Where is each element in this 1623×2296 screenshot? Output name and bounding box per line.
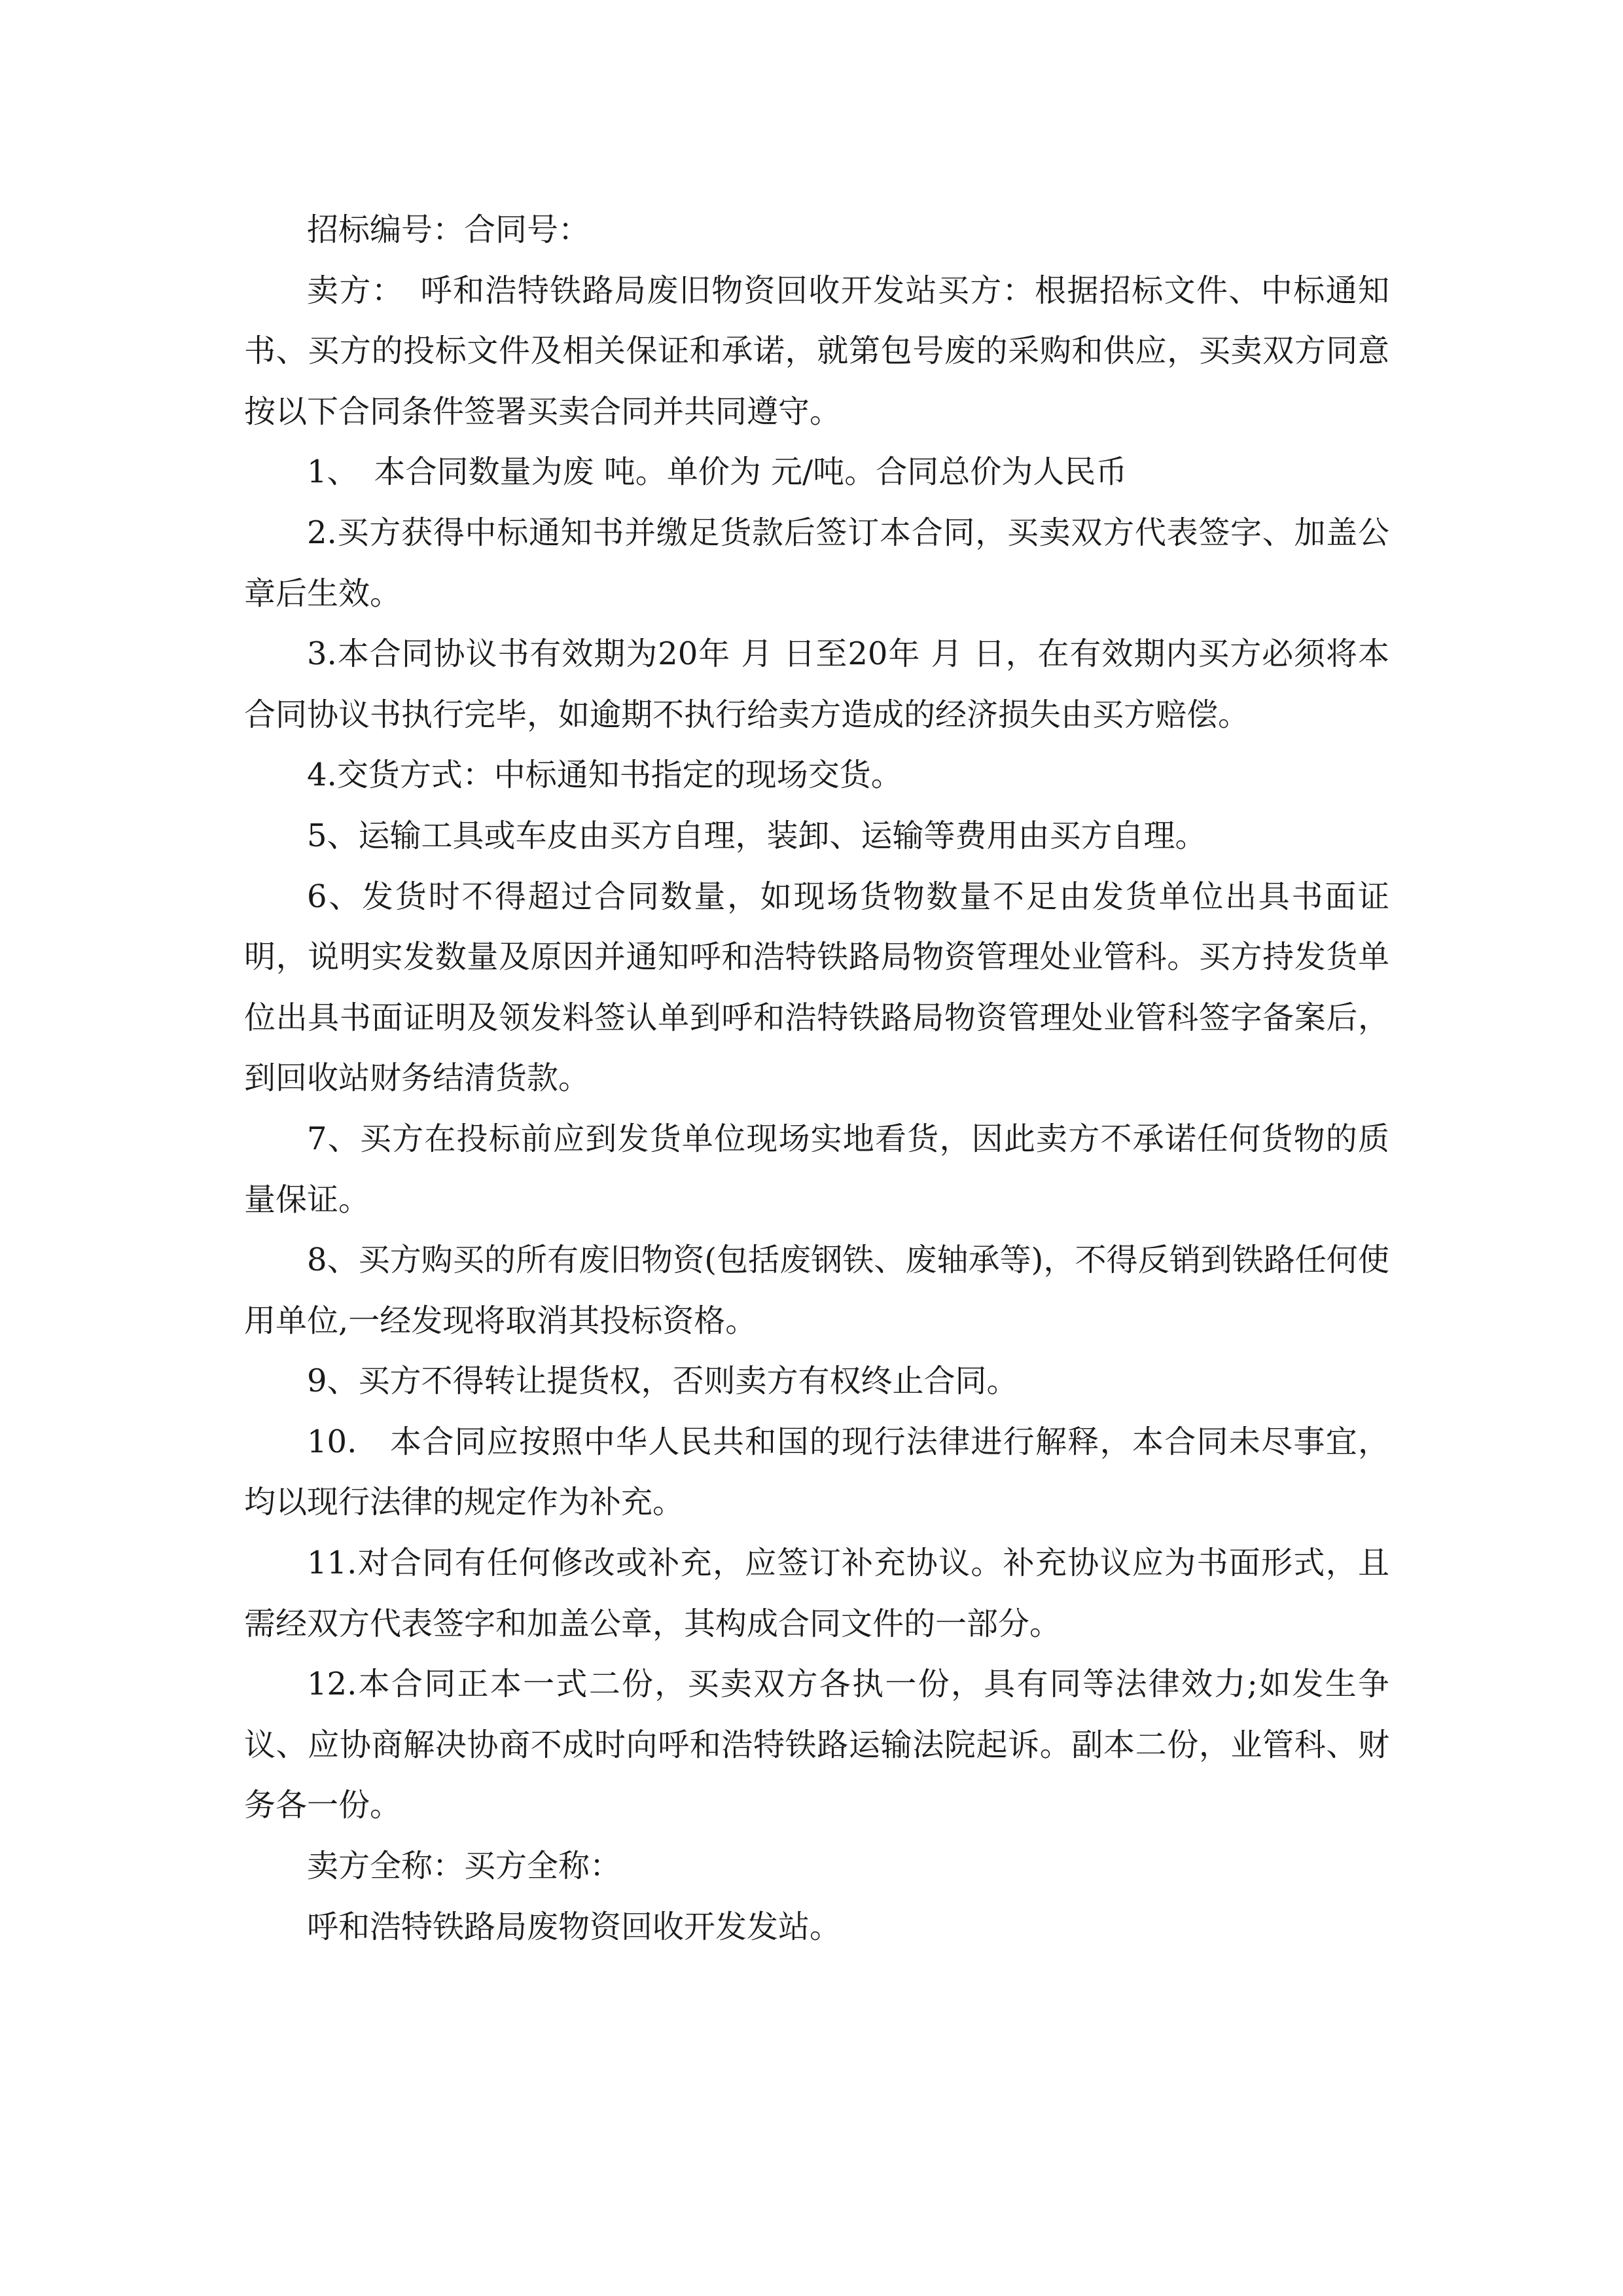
clause-6-shipment: 6、发货时不得超过合同数量，如现场货物数量不足由发货单位出具书面证明，说明实发数量及原因并通知呼和浩特铁路局物资管理处业管科。买方持发货单位出具书面证明及领发料签认单到呼和浩特铁路局物资管理处业管科签字备案后，到回收站财务结清货款。 bbox=[244, 878, 1389, 1097]
clause-7-inspection: 7、买方在投标前应到发货单位现场实地看货，因此卖方不承诺任何货物的质量保证。 bbox=[244, 1120, 1389, 1218]
signature-names-line: 卖方全称：买方全称： bbox=[307, 1848, 622, 1885]
parties-intro-paragraph: 卖方： 呼和浩特铁路局废旧物资回收开发站买方：根据招标文件、中标通知书、买方的投标文件及相关保证和承诺，就第包号废的采购和供应，买卖双方同意按以下合同条件签署买卖合同并共同遵守。 bbox=[244, 272, 1389, 430]
contract-body bbox=[244, 200, 1389, 1957]
clause-2-effective: 2.买方获得中标通知书并缴足货款后签订本合同，买卖双方代表签字、加盖公章后生效。 bbox=[244, 514, 1389, 612]
clause-3-validity: 3.本合同协议书有效期为20年 月 日至20年 月 日，在有效期内买方必须将本合同协议书执行完毕，如逾期不执行给卖方造成的经济损失由买方赔偿。 bbox=[244, 636, 1389, 733]
clause-8-resale: 8、买方购买的所有废旧物资(包括废钢铁、废轴承等)，不得反销到铁路任何使用单位,一经发现将取消其投标资格。 bbox=[244, 1242, 1389, 1339]
clause-1-quantity: 1、 本合同数量为废 吨。单价为 元/吨。合同总价为人民币 bbox=[307, 454, 1128, 491]
seller-name-line: 呼和浩特铁路局废物资回收开发发站。 bbox=[307, 1908, 842, 1945]
clause-10-law: 10. 本合同应按照中华人民共和国的现行法律进行解释，本合同未尽事宜，均以现行法律的规定作为补充。 bbox=[244, 1423, 1389, 1521]
clause-11-amendment: 11.对合同有任何修改或补充，应签订补充协议。补充协议应为书面形式，且需经双方代表签字和加盖公章，其构成合同文件的一部分。 bbox=[244, 1545, 1389, 1642]
clause-4-delivery: 4.交货方式：中标通知书指定的现场交货。 bbox=[307, 757, 902, 794]
clause-9-transfer: 9、买方不得转让提货权，否则卖方有权终止合同。 bbox=[307, 1363, 1018, 1400]
bid-number-line: 招标编号：合同号： bbox=[307, 211, 590, 248]
clause-12-copies: 12.本合同正本一式二份，买卖双方各执一份，具有同等法律效力;如发生争议、应协商解决协商不成时向呼和浩特铁路运输法院起诉。副本二份，业管科、财务各一份。 bbox=[244, 1666, 1389, 1824]
clause-5-transport: 5、运输工具或车皮由买方自理，装卸、运输等费用由买方自理。 bbox=[307, 817, 1207, 854]
